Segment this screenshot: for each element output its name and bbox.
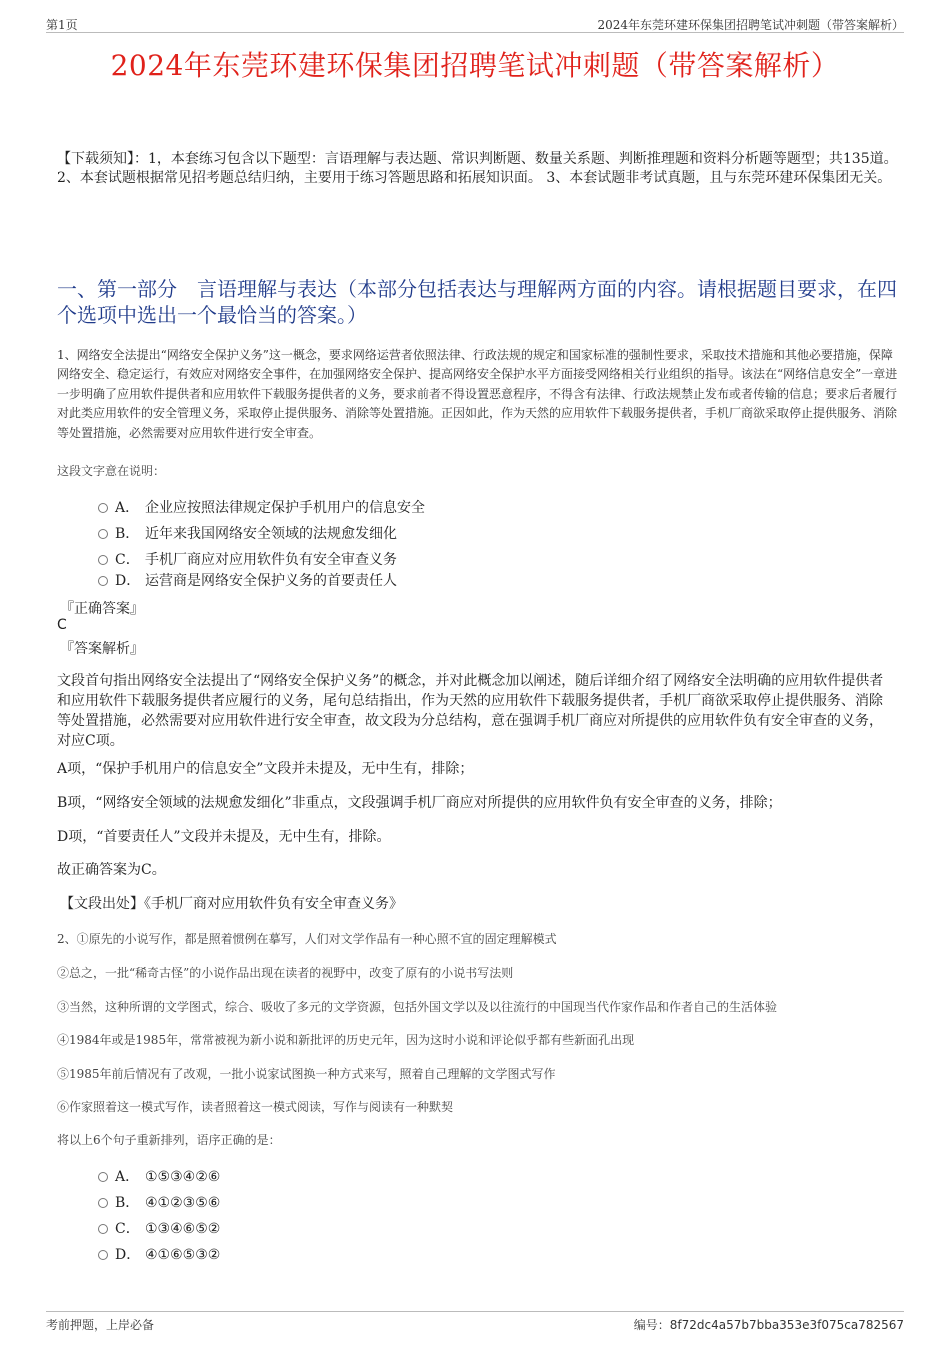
radio-icon[interactable] bbox=[98, 1198, 108, 1208]
q2-option-a[interactable] bbox=[98, 1166, 220, 1186]
option-letter: B． bbox=[115, 526, 140, 542]
radio-icon[interactable] bbox=[98, 503, 108, 513]
option-text: 运营商是网络安全保护义务的首要责任人 bbox=[145, 573, 397, 589]
option-text: 手机厂商应对应用软件负有安全审查义务 bbox=[145, 552, 397, 568]
option-letter: A． bbox=[115, 500, 140, 516]
footer-slogan: 考前押题，上岸必备 bbox=[46, 1318, 155, 1332]
code-value: 8f72dc4a57b7bba353e3f075ca782567 bbox=[669, 1318, 904, 1332]
page-number: 第1页 bbox=[46, 18, 78, 32]
footer-code bbox=[634, 1316, 904, 1333]
download-notice: 【下载须知】：1，本套练习包含以下题型：言语理解与表达题、常识判断题、数量关系题、判断推理题和资料分析题等题型；共135道。 2、本套试题根据常见招考题总结归纳，主要用于练习答题思路和拓展知识面。 3、本套试题非考试真题，且与东莞环建环保集团无关。 bbox=[57, 151, 898, 186]
radio-icon[interactable] bbox=[98, 1224, 108, 1234]
analysis-option-b: B项，“网络安全领域的法规愈发细化”非重点，文段强调手机厂商应对所提供的应用软件负有安全审查的义务，排除； bbox=[57, 795, 782, 811]
q2-sentence-5: ⑤1985年前后情况有了改观，一批小说家试图换一种方式来写，照着自己理解的文学图式写作 bbox=[57, 1067, 556, 1081]
analysis-conclusion: 故正确答案为C。 bbox=[57, 862, 166, 878]
option-letter: D． bbox=[115, 573, 141, 589]
q2-sentence-1: 2、①原先的小说写作，都是照着惯例在摹写，人们对文学作品有一种心照不宣的固定理解模式 bbox=[57, 932, 557, 946]
option-letter: C． bbox=[115, 552, 140, 568]
q2-option-b[interactable] bbox=[98, 1192, 220, 1212]
option-letter: A． bbox=[115, 1169, 140, 1185]
radio-icon[interactable] bbox=[98, 1250, 108, 1260]
q2-sentence-3: ③当然，这种所谓的文学图式，综合、吸收了多元的文学资源，包括外国文学以及以往流行的中国现当代作家作品和作者自己的生活体验 bbox=[57, 1000, 778, 1014]
q1-option-a[interactable] bbox=[98, 497, 425, 517]
analysis-label: 『答案解析』 bbox=[60, 641, 144, 657]
page-title: 2024年东莞环建环保集团招聘笔试冲刺题（带答案解析） bbox=[110, 49, 840, 82]
header-doc-title: 2024年东莞环建环保集团招聘笔试冲刺题（带答案解析） bbox=[597, 18, 904, 32]
q2-sentence-4: ④1984年或是1985年，常常被视为新小说和新批评的历史元年，因为这时小说和评论似乎都有些新面孔出现 bbox=[57, 1033, 635, 1047]
section-title: 一、第一部分 言语理解与表达（本部分包括表达与理解两方面的内容。请根据题目要求，在四个选项中选出一个最恰当的答案。） bbox=[57, 277, 897, 327]
q2-sentence-6: ⑥作家照着这一模式写作，读者照着这一模式阅读，写作与阅读有一种默契 bbox=[57, 1100, 454, 1114]
correct-answer: C bbox=[57, 617, 67, 633]
q1-passage: 1、网络安全法提出“网络安全保护义务”这一概念，要求网络运营者依照法律、行政法规的规定和国家标准的强制性要求，采取技术措施和其他必要措施，保障网络安全、稳定运行，有效应对网络安全事件，在加强网络安全保护、提高网络安全保护水平方面接受网络相关行业组织的指导。该法在“网络信息安全”一章进一步明确了应用软件提供者和应用软件下载服务提供者的义务，要求前者不得设置恶意程序，不得含有法律、行政法规禁止发布或者传输的信息；要求后者履行对此类应用软件的安全管理义务，采取停止提供服务、消除等处置措施。正因如此，作为天然的应用软件下载服务提供者，手机厂商欲采取停止提供服务、消除等处置措施，必然需要对应用软件进行安全审查。 bbox=[57, 348, 898, 440]
passage-source: 【文段出处】《手机厂商对应用软件负有安全审查义务》 bbox=[60, 896, 403, 912]
q2-question: 将以上6个句子重新排列，语序正确的是： bbox=[57, 1133, 281, 1147]
analysis-option-d: D项，“首要责任人”文段并未提及，无中生有，排除。 bbox=[57, 829, 391, 845]
page-header bbox=[46, 14, 904, 33]
radio-icon[interactable] bbox=[98, 555, 108, 565]
option-text: ①⑤③④②⑥ bbox=[145, 1169, 221, 1185]
option-letter: C． bbox=[115, 1221, 140, 1237]
option-text: 企业应按照法律规定保护手机用户的信息安全 bbox=[145, 500, 425, 516]
analysis-paragraph: 文段首句指出网络安全法提出了“网络安全保护义务”的概念，并对此概念加以阐述，随后详细介绍了网络安全法明确的应用软件提供者和应用软件下载服务提供者应履行的义务，尾句总结指出，作为天然的应用软件下载服务提供者，手机厂商欲采取停止提供服务、消除等处置措施，必然需要对应用软件进行安全审查，故文段为分总结构，意在强调手机厂商应对所提供的应用软件负有安全审查的义务，对应C项。 bbox=[57, 673, 884, 749]
option-text: 近年来我国网络安全领域的法规愈发细化 bbox=[145, 526, 397, 542]
q1-option-b[interactable] bbox=[98, 523, 397, 543]
radio-icon[interactable] bbox=[98, 529, 108, 539]
analysis-option-a: A项，“保护手机用户的信息安全”文段并未提及，无中生有，排除； bbox=[57, 761, 474, 777]
page-footer bbox=[46, 1311, 904, 1332]
q1-option-c[interactable] bbox=[98, 549, 397, 569]
q2-option-c[interactable] bbox=[98, 1218, 220, 1238]
option-letter: D． bbox=[115, 1247, 141, 1263]
q1-option-d[interactable] bbox=[98, 570, 397, 590]
q2-sentence-2: ②总之，一批“稀奇古怪”的小说作品出现在读者的视野中，改变了原有的小说书写法则 bbox=[57, 966, 514, 980]
q1-question: 这段文字意在说明： bbox=[57, 464, 166, 478]
q2-option-d[interactable] bbox=[98, 1244, 220, 1264]
option-text: ①③④⑥⑤② bbox=[145, 1221, 221, 1237]
correct-answer-label: 『正确答案』 bbox=[60, 601, 144, 617]
option-text: ④①⑥⑤③② bbox=[145, 1247, 221, 1263]
radio-icon[interactable] bbox=[98, 1172, 108, 1182]
option-letter: B． bbox=[115, 1195, 140, 1211]
code-label: 编号： bbox=[633, 1318, 670, 1332]
radio-icon[interactable] bbox=[98, 576, 108, 586]
option-text: ④①②③⑤⑥ bbox=[145, 1195, 221, 1211]
